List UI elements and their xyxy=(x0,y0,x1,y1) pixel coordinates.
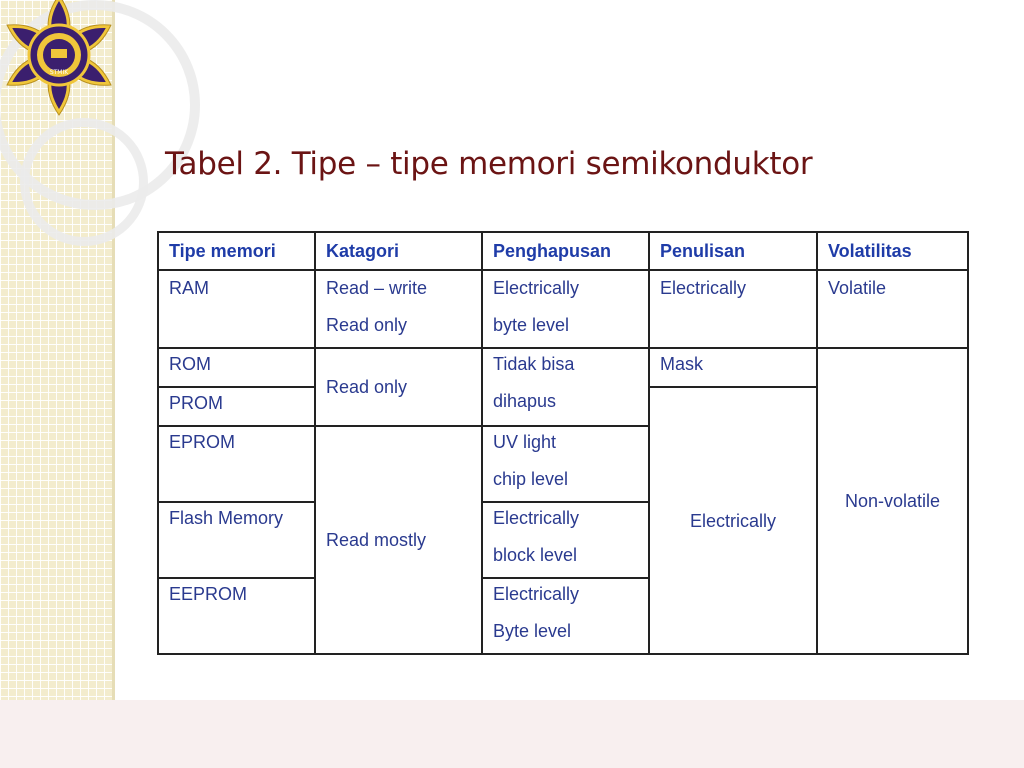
header-cell: Penghapusan xyxy=(482,232,649,270)
logo-emblem-icon xyxy=(0,0,122,118)
header-cell: Katagori xyxy=(315,232,482,270)
cell-write-rom: Mask xyxy=(649,348,817,387)
college-logo xyxy=(0,0,122,118)
cell-erasure-eprom: UV light chip level xyxy=(482,426,649,502)
cell-erasure-flash: Electrically block level xyxy=(482,502,649,578)
svg-text:STMIK: STMIK xyxy=(49,69,69,76)
header-cell: Volatilitas xyxy=(817,232,968,270)
cell-type-eeprom: EEPROM xyxy=(158,578,315,654)
cell-erasure-eeprom: Electrically Byte level xyxy=(482,578,649,654)
memory-type-table xyxy=(157,231,969,655)
cell-category-read-mostly: Read mostly xyxy=(315,426,482,654)
cell-type-eprom: EPROM xyxy=(158,426,315,502)
header-cell: Penulisan xyxy=(649,232,817,270)
cell-category-readonly: Read only xyxy=(315,348,482,426)
cell-volatility-nonvolatile: Non-volatile xyxy=(817,348,968,654)
table-row-ram xyxy=(158,270,968,348)
bottom-band xyxy=(0,700,1024,768)
decorative-ring-small xyxy=(20,118,148,246)
cell-type-rom: ROM xyxy=(158,348,315,387)
cell-erasure-not-erasable: Tidak bisa dihapus xyxy=(482,348,649,426)
cell-erasure-ram: Electrically byte level xyxy=(482,270,649,348)
cell-type-prom: PROM xyxy=(158,387,315,426)
table-row-rom xyxy=(158,348,968,387)
cell-type-flash: Flash Memory xyxy=(158,502,315,578)
slide-title: Tabel 2. Tipe – tipe memori semikonduktor xyxy=(165,146,813,182)
cell-type-ram: RAM xyxy=(158,270,315,348)
cell-volatility-ram: Volatile xyxy=(817,270,968,348)
cell-write-electrically: Electrically xyxy=(649,387,817,654)
cell-write-ram: Electrically xyxy=(649,270,817,348)
header-cell: Tipe memori xyxy=(158,232,315,270)
cell-category-ram: Read – write Read only xyxy=(315,270,482,348)
table-header-row xyxy=(158,232,968,270)
